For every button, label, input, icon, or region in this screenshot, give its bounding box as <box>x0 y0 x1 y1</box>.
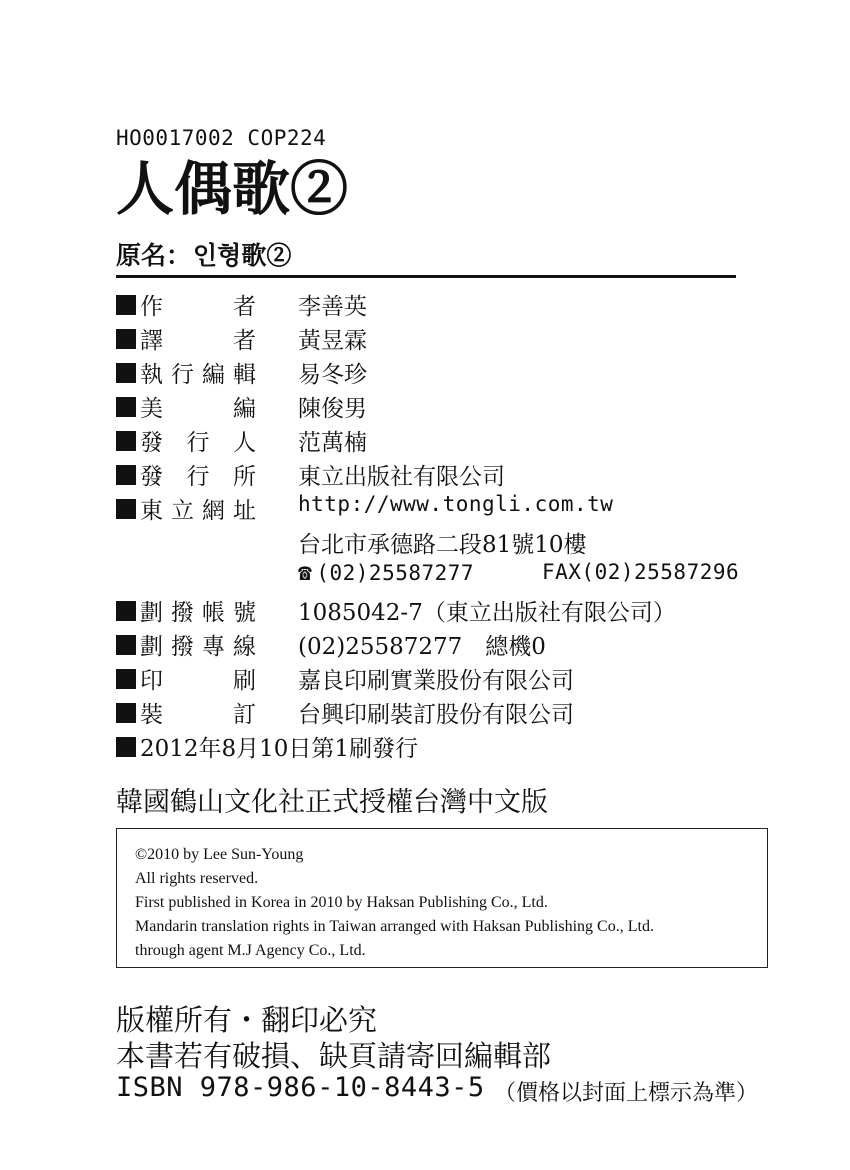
credit-row-printer <box>116 662 776 694</box>
original-title-label: 原名： <box>116 241 192 270</box>
fax-number: FAX(02)25587296 <box>542 560 740 584</box>
isbn: ISBN 978-986-10-8443-5 <box>116 1072 485 1103</box>
bullet-square-icon <box>116 465 136 485</box>
damage-notice: 本書若有破損、缺頁請寄回編輯部 <box>116 1039 552 1073</box>
bullet-square-icon <box>116 669 136 689</box>
credit-row-editor <box>116 356 776 388</box>
credit-row-website <box>116 492 776 524</box>
title-divider <box>116 275 736 278</box>
credit-label: 發 行 所 <box>116 458 256 491</box>
bullet-square-icon <box>116 431 136 451</box>
isbn-line <box>116 1072 796 1106</box>
credit-label: 作 者 <box>116 288 256 321</box>
print-date: 2012年8月10日第1刷發行 <box>116 730 418 763</box>
original-title-value: 인형歌② <box>193 241 292 270</box>
original-title <box>116 236 291 272</box>
copyright-line: First published in Korea in 2010 by Haksan Publishing Co., Ltd. <box>135 894 548 911</box>
credit-row-phone <box>116 560 776 592</box>
rights-reserved: 版權所有・翻印必究 <box>116 1003 378 1037</box>
license-statement: 韓國鶴山文化社正式授權台灣中文版 <box>116 787 548 818</box>
copyright-line: Mandarin translation rights in Taiwan arranged with Haksan Publishing Co., Ltd. <box>135 918 654 935</box>
address: 台北市承德路二段81號10樓 <box>298 532 587 558</box>
bullet-square-icon <box>116 601 136 621</box>
credit-value: 易冬珍 <box>298 362 367 388</box>
credit-value: (02)25587277 總機0 <box>298 634 546 660</box>
price-note: （價格以封面上標示為準） <box>494 1081 759 1106</box>
credit-row-art-editor <box>116 390 776 422</box>
copyright-box <box>116 828 768 968</box>
credit-label: 東 立 網 址 <box>116 492 256 525</box>
bullet-square-icon <box>116 329 136 349</box>
credit-label: 裝 訂 <box>116 696 256 729</box>
credit-value: 台興印刷裝訂股份有限公司 <box>298 702 574 728</box>
credit-label: 印 刷 <box>116 662 256 695</box>
credit-label: 劃 撥 帳 號 <box>116 594 256 627</box>
credit-value: 東立出版社有限公司 <box>298 464 505 490</box>
bullet-square-icon <box>116 295 136 315</box>
credit-label: 發 行 人 <box>116 424 256 457</box>
credit-row-account <box>116 594 776 626</box>
catalog-codes: HO0017002 COP224 <box>116 126 327 150</box>
credit-row-publisher-person <box>116 424 776 456</box>
credit-row-translator <box>116 322 776 354</box>
credit-label: 執 行 編 輯 <box>116 356 256 389</box>
credit-label: 美 編 <box>116 390 256 423</box>
credit-value: 黃昱霖 <box>298 328 367 354</box>
credit-row-binder <box>116 696 776 728</box>
credit-row-author <box>116 288 776 320</box>
credit-value: 李善英 <box>298 294 367 320</box>
credit-value: 嘉良印刷實業股份有限公司 <box>298 668 574 694</box>
credit-row-address <box>116 526 776 558</box>
credit-label: 譯 者 <box>116 322 256 355</box>
credit-value: 陳俊男 <box>298 396 367 422</box>
phone-number: ☎ (02)25587277 <box>298 560 475 586</box>
telephone-icon: ☎ <box>298 560 313 586</box>
bullet-square-icon <box>116 499 136 519</box>
book-title: 人偶歌② <box>116 155 349 223</box>
credit-value: 1085042-7（東立出版社有限公司） <box>298 600 676 626</box>
copyright-line: All rights reserved. <box>135 870 259 887</box>
copyright-line: ©2010 by Lee Sun-Young <box>135 846 304 863</box>
copyright-line: through agent M.J Agency Co., Ltd. <box>135 942 366 959</box>
bullet-square-icon <box>116 635 136 655</box>
credit-row-publisher <box>116 458 776 490</box>
bullet-square-icon <box>116 363 136 383</box>
bullet-square-icon <box>116 703 136 723</box>
credit-row-hotline <box>116 628 776 660</box>
bullet-square-icon <box>116 737 136 757</box>
website-url: http://www.tongli.com.tw <box>298 492 614 516</box>
credit-label: 劃 撥 專 線 <box>116 628 256 661</box>
bullet-square-icon <box>116 397 136 417</box>
credit-value: 范萬楠 <box>298 430 367 456</box>
